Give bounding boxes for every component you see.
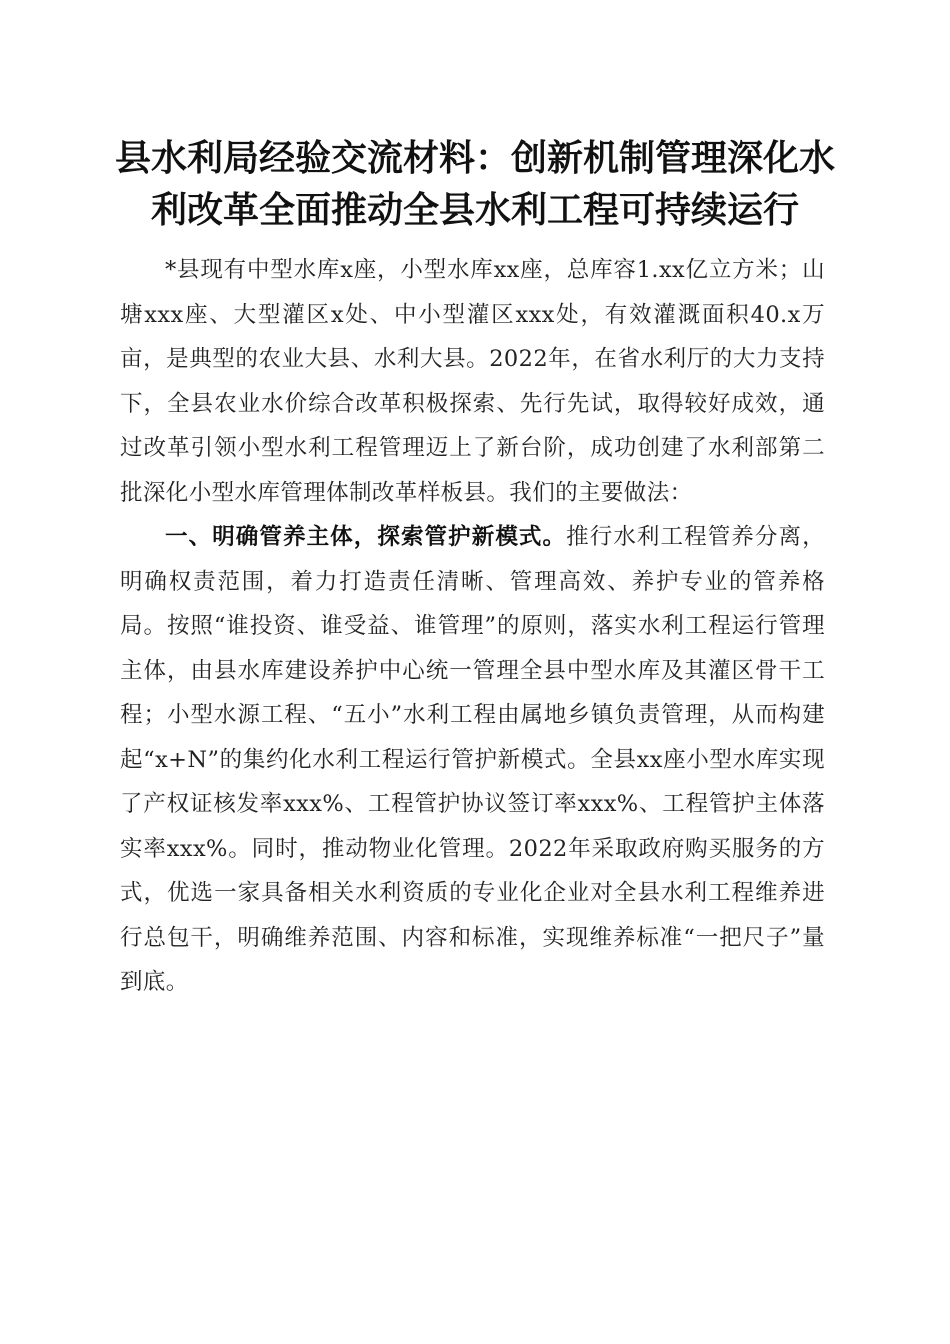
document-body [120, 248, 825, 1005]
paragraph-intro [120, 248, 825, 515]
paragraph-intro-text: *县现有中型水库x座，小型水库xx座，总库容1.xx亿立方米；山塘xxx座、大型灌区x处、中小型灌区xxx处，有效灌溉面积40.x万亩，是典型的农业大县、水利大县。2022年，在省水利厅的大力支持下，全县农业水价综合改革积极探索、先行先试，取得较好成效，通过改革引领小型水利工程管理迈上了新台阶，成功创建了水利部第二批深化小型水库管理体制改革样板县。我们的主要做法： [120, 257, 825, 506]
document-title [110, 132, 840, 236]
title-line-2: 利改革全面推动全县水利工程可持续运行 [150, 189, 799, 231]
paragraph-section-1 [120, 515, 825, 1005]
title-line-1: 县水利局经验交流材料：创新机制管理深化水 [114, 137, 835, 179]
section-1-text: 推行水利工程管养分离，明确权责范围，着力打造责任清晰、管理高效、养护专业的管养格局。按照“谁投资、谁受益、谁管理”的原则，落实水利工程运行管理主体，由县水库建设养护中心统一管理全县中型水库及其灌区骨干工程；小型水源工程、“五小”水利工程由属地乡镇负责管理，从而构建起“x+N”的集约化水利工程运行管护新模式。全县xx座小型水库实现了产权证核发率xxx%、工程管护协议签订率xxx%、工程管护主体落实率xxx%。同时，推动物业化管理。2022年采取政府购买服务的方式，优选一家具备相关水利资质的专业化企业对全县水利工程维养进行总包干，明确维养范围、内容和标准，实现维养标准“一把尺子”量到底。 [120, 524, 825, 995]
section-1-heading: 一、明确管养主体，探索管护新模式。 [165, 524, 567, 550]
